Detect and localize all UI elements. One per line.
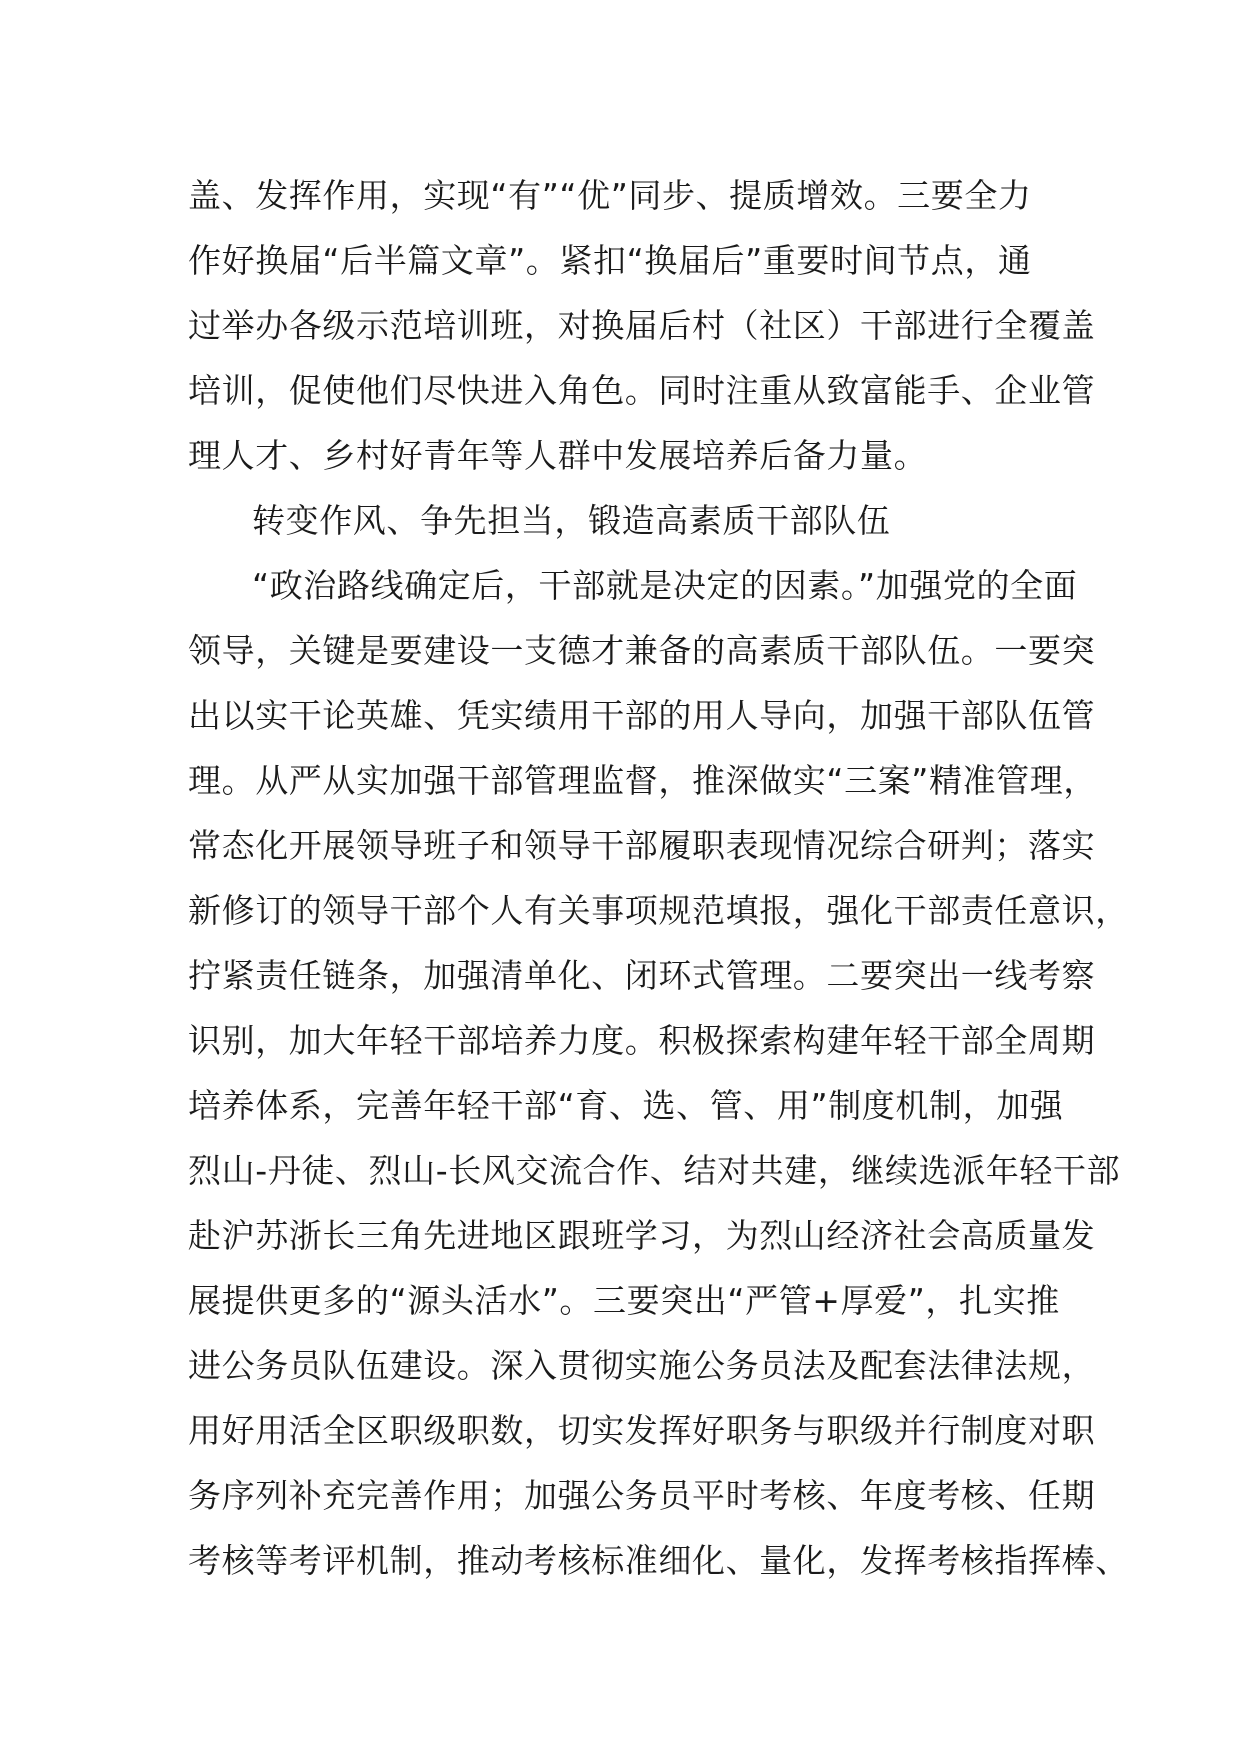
paragraph-first-line: “政治路线确定后，干部就是决定的因素。”加强党的全面 bbox=[252, 566, 1078, 605]
text-line: 务序列补充完善作用；加强公务员平时考核、年度考核、任期 bbox=[188, 1476, 1096, 1515]
text-line: 考核等考评机制，推动考核标准细化、量化，发挥考核指挥棒、 bbox=[188, 1541, 1129, 1580]
text-line: 用好用活全区职级职数，切实发挥好职务与职级并行制度对职 bbox=[188, 1411, 1096, 1450]
text-line: 领导，关键是要建设一支德才兼备的高素质干部队伍。一要突 bbox=[188, 631, 1096, 670]
text-line: 拧紧责任链条，加强清单化、闭环式管理。二要突出一线考察 bbox=[188, 956, 1096, 995]
text-line: 识别，加大年轻干部培养力度。积极探索构建年轻干部全周期 bbox=[188, 1021, 1096, 1060]
text-line: 作好换届“后半篇文章”。紧扣“换届后”重要时间节点，通 bbox=[188, 241, 1032, 280]
text-line: 进公务员队伍建设。深入贯彻实施公务员法及配套法律法规， bbox=[188, 1346, 1096, 1385]
text-line: 盖、发挥作用，实现“有”“优”同步、提质增效。三要全力 bbox=[188, 176, 1032, 215]
text-line: 新修订的领导干部个人有关事项规范填报，强化干部责任意识， bbox=[188, 891, 1129, 930]
text-line: 烈山-丹徒、烈山-长风交流合作、结对共建，继续选派年轻干部 bbox=[188, 1151, 1121, 1190]
text-line: 展提供更多的“源头活水”。三要突出“严管+厚爱”，扎实推 bbox=[188, 1281, 1060, 1320]
text-line: 常态化开展领导班子和领导干部履职表现情况综合研判；落实 bbox=[188, 826, 1096, 865]
text-line: 过举办各级示范培训班，对换届后村（社区）干部进行全覆盖 bbox=[188, 306, 1096, 345]
text-line: 出以实干论英雄、凭实绩用干部的用人导向，加强干部队伍管 bbox=[188, 696, 1096, 735]
section-heading: 转变作风、争先担当，锻造高素质干部队伍 bbox=[252, 501, 891, 540]
text-line: 理。从严从实加强干部管理监督，推深做实“三案”精准管理， bbox=[188, 761, 1097, 800]
text-line: 赴沪苏浙长三角先进地区跟班学习，为烈山经济社会高质量发 bbox=[188, 1216, 1096, 1255]
text-line: 培训，促使他们尽快进入角色。同时注重从致富能手、企业管 bbox=[188, 371, 1096, 410]
document-page bbox=[188, 163, 1129, 1593]
text-line: 培养体系，完善年轻干部“育、选、管、用”制度机制，加强 bbox=[188, 1086, 1064, 1125]
text-line: 理人才、乡村好青年等人群中发展培养后备力量。 bbox=[188, 436, 928, 475]
